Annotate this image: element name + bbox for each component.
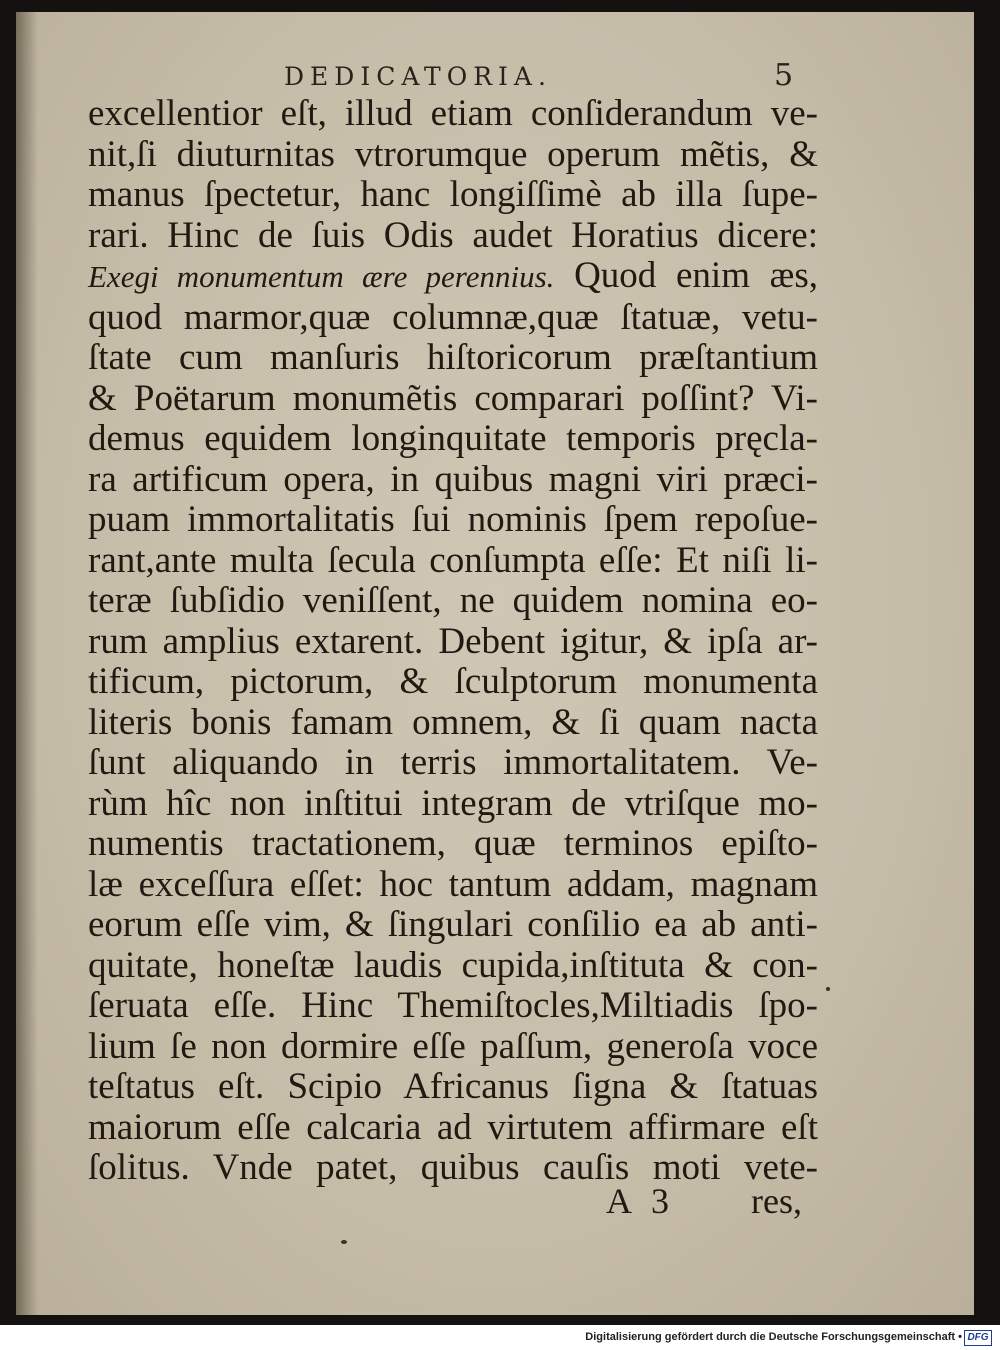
text-line: manus ſpectetur, hanc longiſſimè ab illa ſupe- [88,174,818,215]
text-line: rum amplius extarent. Debent igitur, & ipſa ar- [88,620,818,662]
text-line: & Poëtarum monumẽtis comparari poſſint? Vi- [88,377,818,419]
text-line: ſeruata eſſe. Hinc Themiſtocles,Miltiadis ſpo- [88,985,818,1026]
text-line: teſtatus eſt. Scipio Africanus ſigna & ſtatuas [88,1066,818,1107]
text-line: ſtate cum manſuris hiſtoricorum præſtantium [88,337,818,378]
signature-mark: A 3 [606,1181,676,1221]
text-line: puam immortalitatis ſui nominis ſpem repoſue- [88,499,818,540]
text-line: ſolitus. Vnde patet, quibus cauſis moti vete- [88,1147,818,1188]
text-line: excellentior eſt, illud etiam conſiderandum ve- [88,93,818,134]
text-line: quod marmor,quæ columnæ,quæ ſtatuæ, vetu- [88,296,818,338]
ink-fleck [341,1240,347,1244]
page-number: 5 [774,58,794,93]
text-line: teræ ſubſidio veniſſent, ne quidem nomina eo- [88,580,818,621]
dfg-logo-icon: DFG [964,1330,992,1346]
book-page [16,12,974,1315]
running-head: DEDICATORIA. [284,62,552,91]
text-line: maiorum eſſe calcaria ad virtutem affirmare eſt [88,1106,818,1148]
text-line: tificum, pictorum, & ſculptorum monumenta [88,661,818,702]
ink-fleck [826,987,830,991]
digitization-footer [0,1325,1000,1350]
text-line: nit,ſi diuturnitas vtrorumque operum mẽtis, & [88,133,818,175]
body-text [88,94,818,1189]
page-foot [16,1180,974,1224]
text-line: demus equidem longinquitate temporis pręcla- [88,418,818,459]
text-line: ſunt aliquando in terris immortalitatem. Ve- [88,742,818,783]
text-line-quotation: Exegi monumentum ære perennius. Quod enim æs, [88,255,818,296]
text-line: rùm hîc non inſtitui integram de vtriſque mo- [88,782,818,824]
text-line: quitate, honeſtæ laudis cupida,inſtituta & con- [88,944,818,986]
funding-credit: Digitalisierung gefördert durch die Deutsche Forschungsgemeinschaft • [585,1331,962,1343]
text-line: ra artificum opera, in quibus magni viri præci- [88,458,818,500]
text-line: læ exceſſura eſſet: hoc tantum addam, magnam [88,863,818,905]
text-line: literis bonis famam omnem, & ſi quam nacta [88,701,818,743]
gutter-shadow [16,12,38,1315]
catchword: res, [751,1181,802,1221]
text-line: rant,ante multa ſecula conſumpta eſſe: Et niſi li- [88,539,818,581]
text-line: eorum eſſe vim, & ſingulari conſilio ea ab anti- [88,904,818,945]
horace-quotation: Exegi monumentum ære perennius. [88,259,555,294]
text-line: numentis tractationem, quæ terminos epiſto- [88,823,818,864]
text-line: rari. Hinc de ſuis Odis audet Horatius dicere: [88,214,818,256]
text-line: lium ſe non dormire eſſe paſſum, generoſa voce [88,1025,818,1067]
